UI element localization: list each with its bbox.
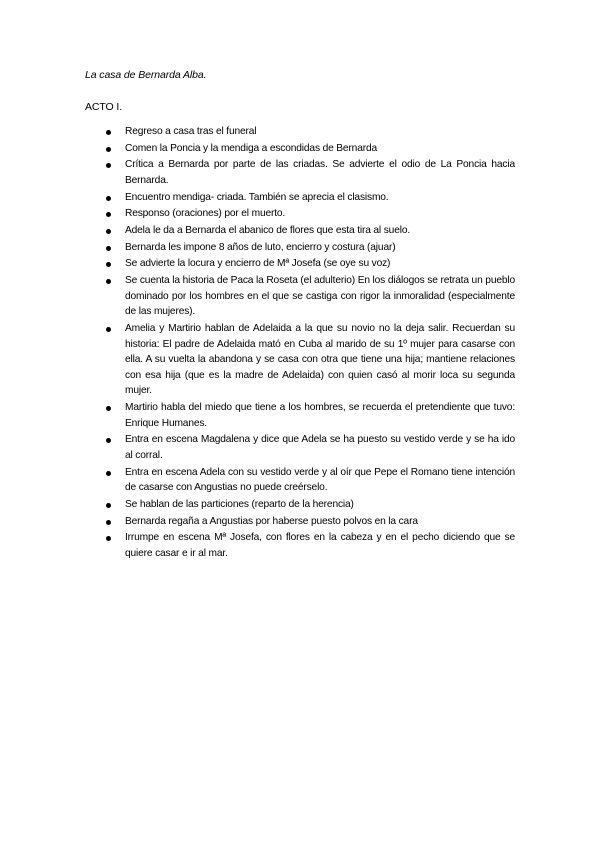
list-item-text: Se advierte la locura y encierro de Mª Josefa (se oye su voz) xyxy=(125,258,391,270)
list-item-text: Amelia y Martirio hablan de Adelaida a la que su novio no la deja salir. Recuerdan su historia: El padre de Adelaida mató en Cuba al marido de su 1º mujer para casarse con ella. A su vuelta la abandona y se casa con otra que tiene una hija; mantiene relaciones con esa hija (que es la madre de Adelaida) con quien casó al morir loca su segunda mujer. xyxy=(125,322,515,397)
bullet-icon xyxy=(106,130,111,135)
list-item-text: Bernarda les impone 8 años de luto, encierro y costura (ajuar) xyxy=(125,241,396,253)
list-item xyxy=(105,141,515,157)
list-item-text: Se cuenta la historia de Paca la Roseta (el adulterio) En los diálogos se retrata un pueblo dominado por los hombres en el que se castiga con rigor la inmoralidad (especialmente de las mujeres). xyxy=(125,275,515,318)
list-item xyxy=(105,240,515,256)
list-item-text: Entra en escena Magdalena y dice que Adela se ha puesto su vestido verde y se ha ido al corral. xyxy=(125,434,515,461)
bullet-icon xyxy=(106,520,111,525)
list-item-text: Martirio habla del miedo que tiene a los hombres, se recuerda el pretendiente que tuvo: Enrique Humanes. xyxy=(125,402,515,429)
bullet-icon xyxy=(106,229,111,234)
list-item xyxy=(105,514,515,530)
section-heading: ACTO I. xyxy=(85,101,123,113)
bullet-icon xyxy=(106,279,111,284)
list-item-text: Crítica a Bernarda por parte de las criadas. Se advierte el odio de La Poncia hacia Bernarda. xyxy=(125,159,515,186)
list-item-text: Adela le da a Bernarda el abanico de flores que esta tira al suelo. xyxy=(125,225,411,237)
list-item xyxy=(105,432,515,463)
bullet-icon xyxy=(106,536,111,541)
list-item-text: Irrumpe en escena Mª Josefa, con flores en la cabeza y en el pecho diciendo que se quiere casar e ir al mar. xyxy=(125,532,515,559)
list-item xyxy=(105,497,515,513)
list-item xyxy=(105,206,515,222)
bullet-icon xyxy=(106,406,111,411)
list-item xyxy=(105,530,515,561)
bullet-icon xyxy=(106,503,111,508)
bullet-icon xyxy=(106,262,111,267)
list-item-text: Entra en escena Adela con su vestido verde y al oír que Pepe el Romano tiene intención de casarse con Angustias no puede creérselo. xyxy=(125,466,515,494)
list-item xyxy=(105,190,515,206)
list-item xyxy=(105,157,515,188)
bullet-icon xyxy=(106,212,111,217)
list-item xyxy=(105,321,515,399)
bullet-icon xyxy=(106,196,111,201)
list-item xyxy=(105,400,515,431)
bullet-icon xyxy=(106,327,111,332)
bullet-list xyxy=(105,124,515,563)
bullet-icon xyxy=(106,471,111,476)
list-item-text: Encuentro mendiga- criada. También se aprecia el clasismo. xyxy=(125,191,389,203)
bullet-icon xyxy=(106,163,111,168)
bullet-icon xyxy=(106,246,111,251)
list-item xyxy=(105,273,515,320)
bullet-icon xyxy=(106,147,111,152)
list-item-text: Bernarda regaña a Angustias por haberse puesto polvos en la cara xyxy=(125,515,418,527)
bullet-icon xyxy=(106,438,111,443)
document-title: La casa de Bernarda Alba. xyxy=(85,69,207,81)
list-item xyxy=(105,465,515,496)
list-item xyxy=(105,223,515,239)
list-item xyxy=(105,124,515,140)
list-item-text: Regreso a casa tras el funeral xyxy=(125,126,257,137)
list-item-text: Responso (oraciones) por el muerto. xyxy=(125,208,286,220)
list-item xyxy=(105,256,515,272)
list-item-text: Comen la Poncia y la mendiga a escondidas de Bernarda xyxy=(125,142,377,154)
list-item-text: Se hablan de las particiones (reparto de la herencia) xyxy=(125,498,354,510)
